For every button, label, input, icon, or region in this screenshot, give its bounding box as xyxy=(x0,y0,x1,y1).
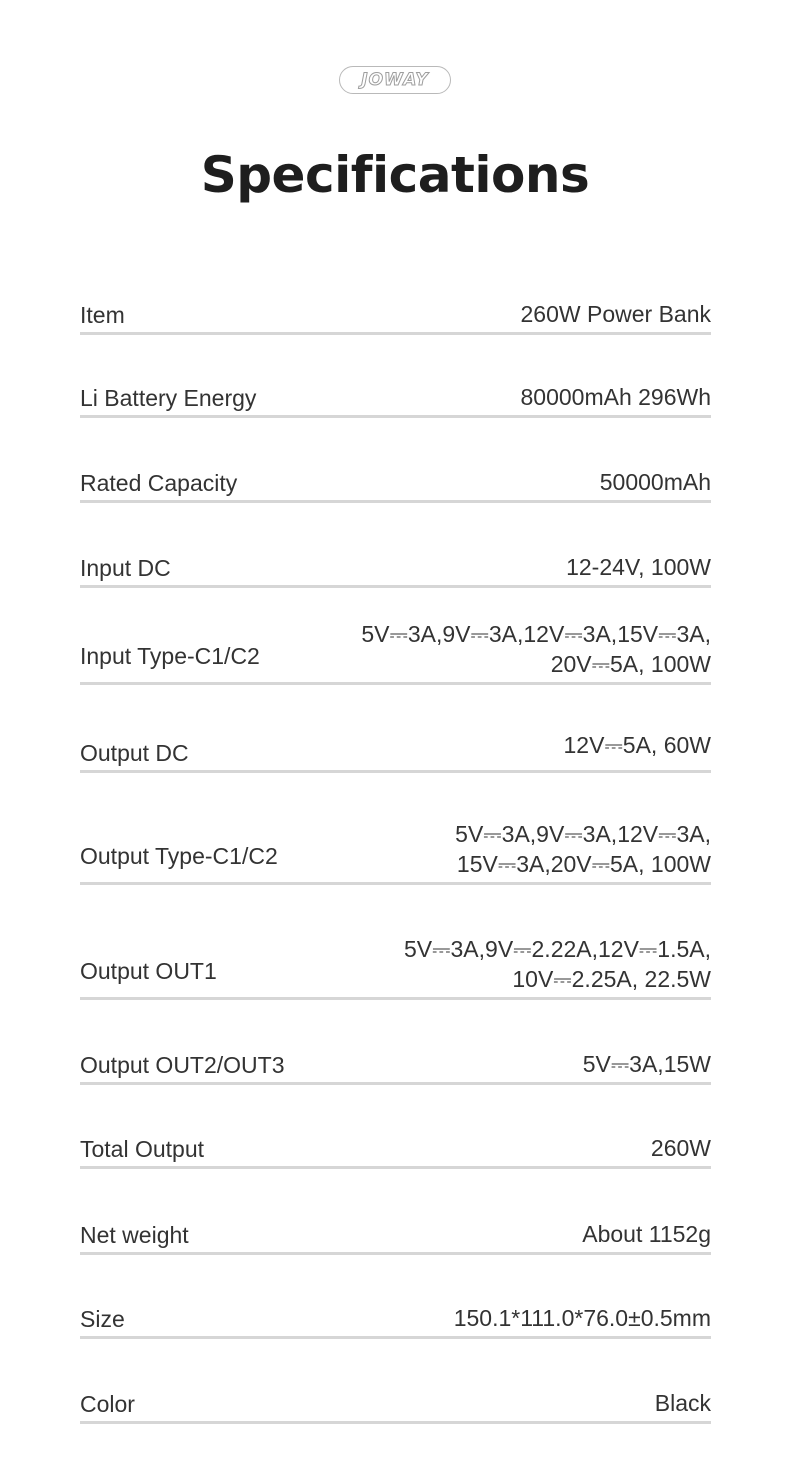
spec-value-line: 260W Power Bank xyxy=(520,301,711,327)
page-title: Specifications xyxy=(200,146,590,204)
spec-value xyxy=(564,730,711,760)
spec-row-net-weight xyxy=(80,1200,711,1255)
spec-value-line: 150.1*111.0*76.0±0.5mm xyxy=(453,1305,711,1331)
spec-value xyxy=(600,467,711,497)
brand-logo xyxy=(339,66,451,94)
spec-value xyxy=(582,1219,711,1249)
spec-value xyxy=(583,1049,711,1079)
spec-row-input-dc xyxy=(80,535,711,588)
spec-label: Item xyxy=(80,302,125,328)
spec-row-output-out2-out3 xyxy=(80,1030,711,1085)
spec-row-input-type-c xyxy=(80,610,711,685)
spec-value xyxy=(651,1133,711,1163)
spec-label: Output DC xyxy=(80,740,189,766)
spec-value xyxy=(521,299,711,329)
spec-label: Rated Capacity xyxy=(80,470,238,496)
spec-value-line: 5V⎓3A,9V⎓2.22A,12V⎓1.5A, xyxy=(404,936,711,962)
spec-value xyxy=(520,382,711,412)
spec-label: Li Battery Energy xyxy=(80,385,257,411)
spec-label: Total Output xyxy=(80,1136,205,1162)
spec-value xyxy=(566,552,711,582)
spec-value-line: 15V⎓3A,20V⎓5A, 100W xyxy=(456,851,711,877)
spec-value xyxy=(455,819,711,879)
spec-value-line: 20V⎓5A, 100W xyxy=(550,651,711,677)
spec-label: Output OUT2/OUT3 xyxy=(80,1052,285,1078)
spec-value-line: 80000mAh 296Wh xyxy=(520,384,711,410)
spec-value xyxy=(454,1303,711,1333)
spec-row-rated-capacity xyxy=(80,450,711,503)
spec-value xyxy=(655,1388,711,1418)
spec-label: Input DC xyxy=(80,555,171,581)
spec-row-battery-energy xyxy=(80,365,711,418)
spec-row-total-output xyxy=(80,1115,711,1169)
spec-row-output-out1 xyxy=(80,924,711,1000)
spec-row-size xyxy=(80,1285,711,1339)
spec-label: Net weight xyxy=(80,1222,189,1248)
spec-value xyxy=(404,934,711,994)
spec-value-line: 5V⎓3A,15W xyxy=(582,1051,711,1077)
spec-value-line: 5V⎓3A,9V⎓3A,12V⎓3A, xyxy=(455,821,711,847)
spec-label: Input Type-C1/C2 xyxy=(80,643,260,669)
brand-logo-text: JOWAY xyxy=(361,70,429,90)
spec-label: Output OUT1 xyxy=(80,958,217,984)
spec-value xyxy=(361,619,711,679)
spec-label: Size xyxy=(80,1306,125,1332)
spec-value-line: 5V⎓3A,9V⎓3A,12V⎓3A,15V⎓3A, xyxy=(361,621,711,647)
spec-row-output-type-c xyxy=(80,810,711,885)
spec-row-color xyxy=(80,1370,711,1424)
spec-value-line: 260W xyxy=(650,1135,711,1161)
spec-value-line: 50000mAh xyxy=(599,469,711,495)
spec-row-output-dc xyxy=(80,720,711,773)
spec-value-line: 10V⎓2.25A, 22.5W xyxy=(512,966,711,992)
spec-value-line: About 1152g xyxy=(582,1221,711,1247)
spec-value-line: 12-24V, 100W xyxy=(566,554,711,580)
spec-row-item xyxy=(80,280,711,335)
spec-value-line: 12V⎓5A, 60W xyxy=(563,732,711,758)
spec-label: Output Type-C1/C2 xyxy=(80,843,278,869)
spec-label: Color xyxy=(80,1391,135,1417)
spec-value-line: Black xyxy=(654,1390,711,1416)
